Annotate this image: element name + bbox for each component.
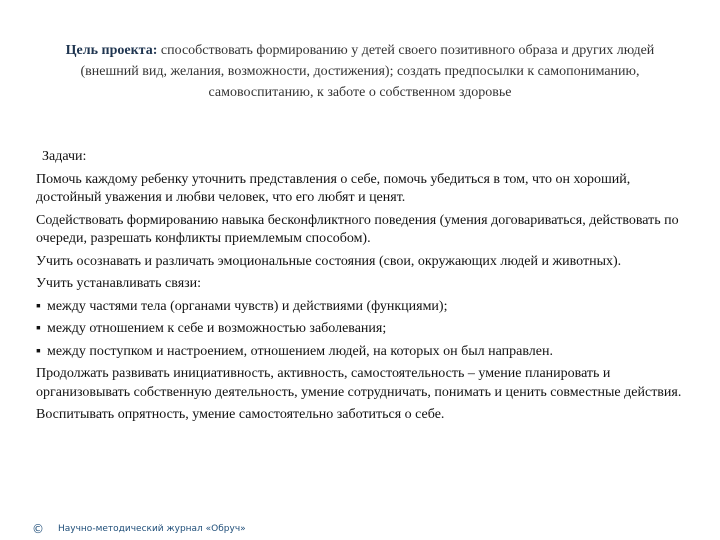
project-goal <box>40 40 680 103</box>
task-item: Учить устанавливать связи: <box>36 276 202 291</box>
goal-text: способствовать формированию у детей своего позитивного образа и других людей (внешний вид, желания, возможности, достижения); создать предпосылки к самопониманию, самовоспитанию, к заботе о собственном здоровье <box>80 43 655 100</box>
task-subitem: ▪ между поступком и настроением, отношением людей, на которых он был направлен. <box>36 343 688 362</box>
footer <box>32 522 246 536</box>
footer-journal-name: Научно-методический журнал «Обруч» <box>58 524 246 534</box>
goal-label: Цель проекта: <box>65 43 158 58</box>
task-subitem: ▪ между частями тела (органами чувств) и действиями (функциями); <box>36 298 688 317</box>
task-item: Помочь каждому ребенку уточнить представления о себе, помочь убедиться в том, что он хороший, достойный уважения и любви человек, что его любят и ценят. <box>36 171 631 205</box>
copyright-icon: © <box>32 522 44 536</box>
task-item: Учить осознавать и различать эмоциональные состояния (свои, окружающих людей и животных). <box>36 253 622 269</box>
tasks-heading: Задачи: <box>42 149 87 164</box>
tasks-section <box>36 148 688 429</box>
task-item: Воспитывать опрятность, умение самостоятельно заботиться о себе. <box>36 407 445 422</box>
task-subitem: ▪ между отношением к себе и возможностью заболевания; <box>36 320 688 339</box>
task-item: Содействовать формированию навыка бесконфликтного поведения (умения договариваться, действовать по очереди, разрешать конфликты приемлемым способом). <box>36 212 679 246</box>
task-item: Продолжать развивать инициативность, активность, самостоятельность – умение планировать и организовывать собственную деятельность, умение сотрудничать, понимать и ценить совместные действия. <box>36 366 682 400</box>
